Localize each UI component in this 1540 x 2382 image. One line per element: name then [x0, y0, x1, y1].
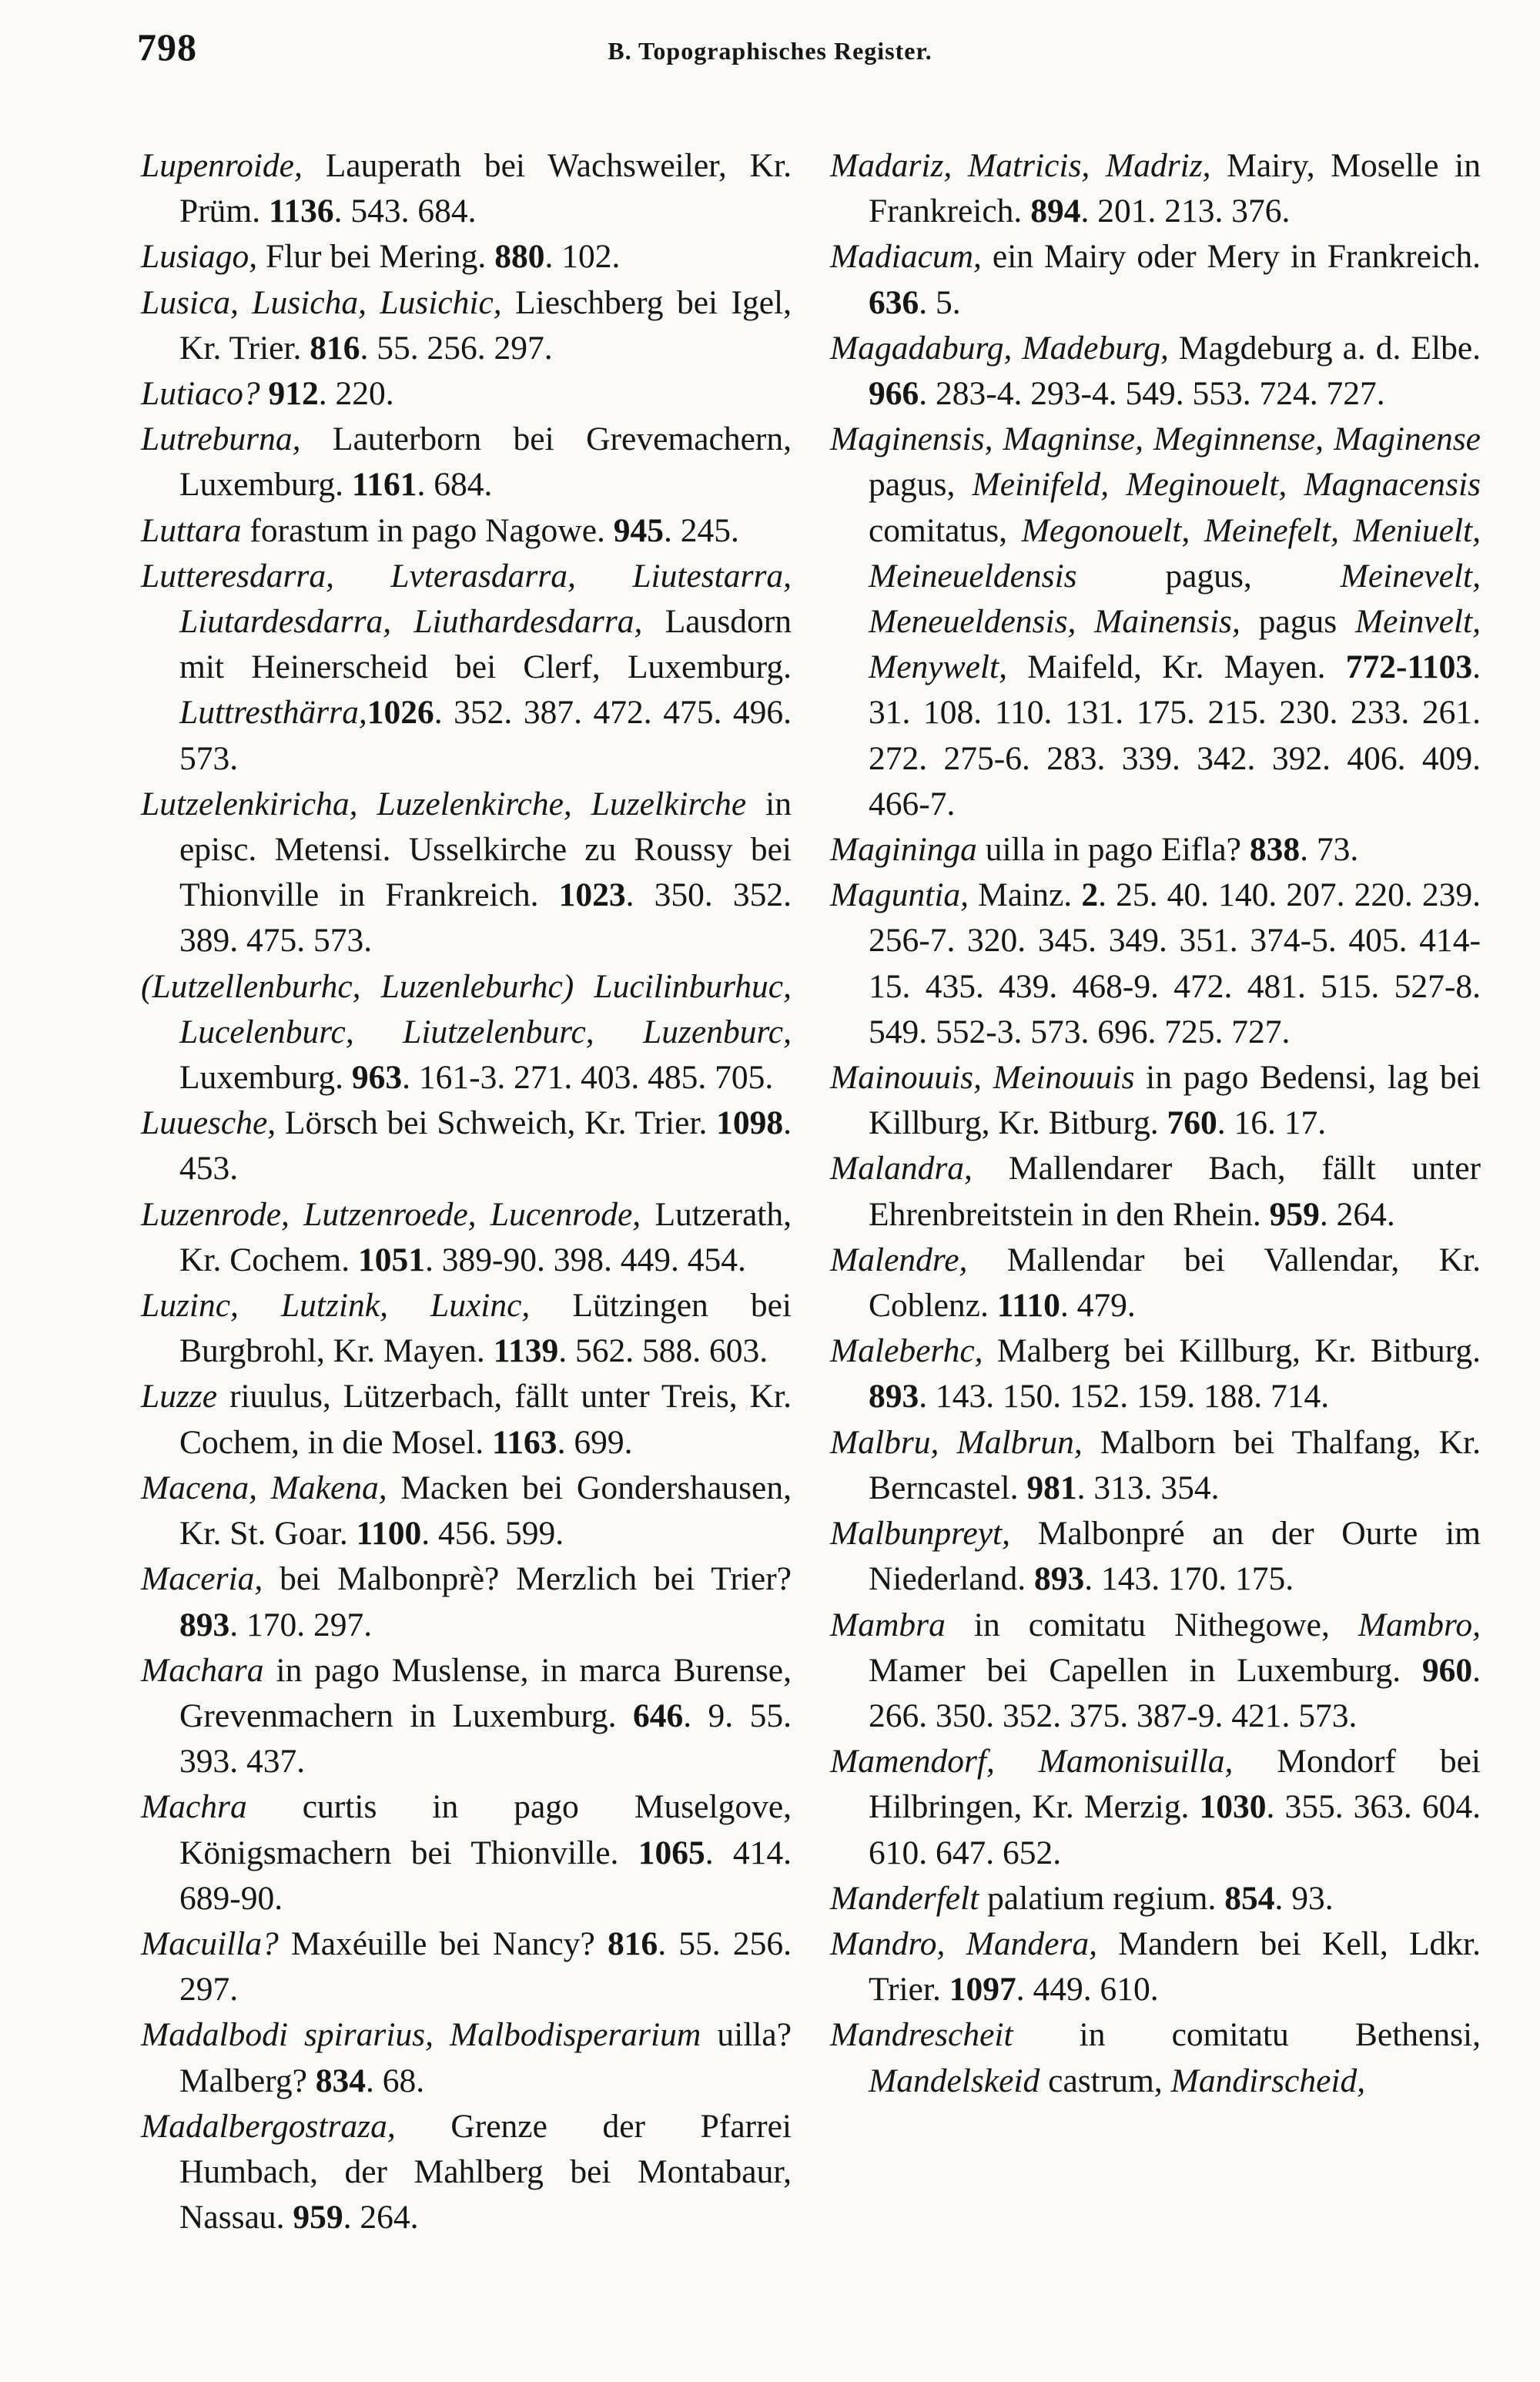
entry-references: . 143. 170. 175.	[1084, 1560, 1294, 1598]
entry-term: Meinifeld, Meginouelt, Magnacensis	[972, 466, 1481, 504]
entry-text: ein Mairy oder Mery in Frankreich.	[981, 238, 1481, 276]
entry-term: Madalbodi spirarius, Malbodisperarium	[141, 2016, 701, 2054]
index-entry	[141, 1101, 792, 1191]
index-entry	[830, 1420, 1481, 1511]
entry-text: forastum in pago Nagowe.	[241, 511, 614, 549]
page-header	[0, 14, 1540, 83]
entry-term: Lutreburna,	[141, 420, 301, 458]
entry-term: Luzenrode, Lutzenroede, Lucenrode,	[141, 1195, 641, 1233]
entry-term: Macuilla?	[141, 1925, 279, 1962]
entry-term: Luttara	[141, 511, 242, 549]
entry-term: Machra	[141, 1788, 247, 1826]
entry-references: . 102.	[544, 238, 621, 276]
entry-main-reference: 1030	[1199, 1788, 1267, 1826]
index-entry	[141, 508, 792, 554]
entry-term: Lusiago,	[141, 238, 258, 276]
entry-text: Mamer bei Capellen in Luxemburg.	[869, 1651, 1422, 1689]
entry-text: castrum,	[1040, 2062, 1171, 2099]
entry-main-reference: 960	[1421, 1651, 1473, 1689]
index-entry	[830, 1876, 1481, 1921]
index-entry	[830, 417, 1481, 827]
entry-term: Maguntia,	[830, 876, 969, 914]
entry-references: . 456. 599.	[421, 1515, 564, 1553]
entry-references: . 479.	[1060, 1287, 1136, 1325]
entry-references: . 161-3. 271. 403. 485. 705.	[402, 1059, 774, 1097]
right-column	[830, 143, 1481, 2104]
entry-references: . 220.	[318, 375, 394, 413]
index-entry	[141, 417, 792, 508]
entry-term: Mandirscheid,	[1170, 2062, 1366, 2099]
index-entry	[141, 280, 792, 371]
index-entry	[830, 326, 1481, 417]
entry-references: . 16. 17.	[1217, 1104, 1327, 1142]
entry-main-reference: 854	[1224, 1879, 1275, 1917]
index-entry	[141, 1374, 792, 1465]
entry-text: Mairy, Moselle in Frankreich.	[869, 147, 1481, 230]
entry-references: . 699.	[557, 1423, 633, 1461]
entry-text: in episc. Metensi. Usselkirche zu Roussy bei Thionville in Frankreich.	[179, 785, 792, 914]
entry-references: . 350. 352. 389. 475. 573.	[179, 876, 792, 960]
entry-main-reference: 1051	[357, 1241, 425, 1278]
entry-term: Manderfelt	[830, 1879, 979, 1917]
entry-term: Lutteresdarra, Lvterasdarra, Liutestarra, Liutardesdarra, Liuthardesdarra,	[141, 557, 792, 641]
entry-term: Mainouuis, Meinouuis	[830, 1059, 1135, 1097]
entry-term: Meinvelt, Menywelt,	[869, 603, 1481, 686]
entry-text: Maxéuille bei Nancy?	[278, 1925, 608, 1962]
entry-text: uilla in pago Eifla?	[976, 831, 1250, 869]
entry-references: . 414. 689-90.	[179, 1834, 792, 1917]
index-entry	[141, 234, 792, 280]
entry-main-reference: 1023	[558, 876, 626, 914]
entry-term: Maceria,	[141, 1560, 263, 1598]
entry-text: curtis in pago Muselgove, Königsmachern bei Thionville.	[179, 1788, 792, 1871]
entry-main-reference: 838	[1249, 831, 1301, 869]
entry-text: in pago Muslense, in marca Burense, Grevenmachern in Luxemburg.	[179, 1651, 792, 1734]
entry-text: Lauperath bei Wachsweiler, Kr. Prüm.	[179, 147, 792, 230]
entry-text: Mainz.	[969, 876, 1082, 914]
entry-references: . 31. 108. 110. 131. 175. 215. 230. 233. 261. 272. 275-6. 283. 339. 342. 392. 406. 409. 466-7.	[869, 648, 1481, 822]
entry-text: Mandern bei Kell, Ldkr. Trier.	[869, 1925, 1481, 2008]
index-entry	[830, 234, 1481, 325]
index-entry	[141, 964, 792, 1101]
entry-term: Luuesche,	[141, 1104, 276, 1142]
entry-main-reference: 2	[1081, 876, 1099, 914]
index-entry	[141, 782, 792, 964]
entry-term: Mandelskeid	[869, 2062, 1040, 2099]
entry-term: (Lutzellenburhc, Luzenleburhc) Lucilinburhuc, Lucelenburc, Liutzelenburc, Luzenburc,	[141, 967, 792, 1050]
entry-text: Lausdorn mit Heinerscheid bei Clerf, Luxemburg.	[179, 603, 792, 686]
entry-main-reference: 1161	[351, 466, 417, 504]
entry-references: . 389-90. 398. 449. 454.	[424, 1241, 746, 1278]
entry-references: . 266. 350. 352. 375. 387-9. 421. 573.	[869, 1651, 1481, 1734]
entry-main-reference: 636	[869, 283, 919, 321]
entry-references: . 170. 297.	[229, 1606, 373, 1643]
entry-references: . 93.	[1274, 1879, 1334, 1917]
entry-main-reference: 1100	[356, 1515, 422, 1553]
entry-term: Maginensis, Magninse, Meginnense, Maginense	[830, 420, 1481, 458]
entry-main-reference: 1163	[491, 1423, 557, 1461]
entry-text: Luxemburg.	[179, 1059, 352, 1097]
entry-text: uilla? Malberg?	[179, 2016, 792, 2099]
index-entry	[141, 371, 792, 417]
index-entry	[830, 827, 1481, 873]
entry-term: Malbru, Malbrun,	[830, 1423, 1083, 1461]
index-entry	[141, 2012, 792, 2103]
entry-text: Mallendarer Bach, fällt unter Ehrenbreitstein in den Rhein.	[869, 1150, 1481, 1233]
entry-term: Lutiaco?	[141, 375, 260, 413]
entry-main-reference: 1098	[716, 1104, 784, 1142]
index-entry	[830, 1238, 1481, 1328]
index-entry	[830, 1146, 1481, 1237]
index-entry	[141, 1192, 792, 1283]
entry-main-reference: 945	[613, 511, 665, 549]
entry-term: Madiacum,	[830, 238, 982, 276]
index-entry	[141, 1556, 792, 1647]
entry-text: in pago Bedensi, lag bei Killburg, Kr. Bitburg.	[869, 1059, 1481, 1142]
index-entry	[141, 1283, 792, 1374]
entry-main-reference: 1097	[949, 1971, 1016, 2008]
entry-main-reference: 834	[315, 2062, 367, 2099]
entry-text	[260, 375, 269, 412]
entry-term: Luzinc, Lutzink, Luxinc,	[141, 1287, 531, 1325]
entry-text: Magdeburg a. d. Elbe.	[1168, 329, 1481, 367]
entry-references: . 264.	[343, 2199, 419, 2236]
entry-references: . 684.	[417, 466, 493, 504]
index-entry	[141, 554, 792, 782]
entry-text: Mondorf bei Hilbringen, Kr. Merzig.	[869, 1743, 1481, 1826]
entry-term: Malbunpreyt,	[830, 1515, 1010, 1553]
entry-term: Madalbergostraza,	[141, 2107, 396, 2145]
entry-text: Lützingen bei Burgbrohl, Kr. Mayen.	[179, 1287, 792, 1370]
entry-text: palatium regium.	[979, 1879, 1225, 1917]
entry-term: Malendre,	[830, 1241, 968, 1278]
entry-main-reference: 1136	[269, 193, 334, 230]
entry-main-reference: 959	[293, 2199, 343, 2236]
entry-references: . 449. 610.	[1016, 1971, 1159, 2008]
entry-main-reference: 760	[1167, 1104, 1217, 1142]
entry-references: . 5.	[919, 283, 961, 321]
entry-main-reference: 981	[1026, 1469, 1077, 1506]
entry-term: Mandro, Mandera,	[830, 1925, 1098, 1962]
page-number: 798	[137, 25, 197, 69]
entry-main-reference: 893	[1034, 1560, 1085, 1598]
entry-text: comitatus,	[869, 511, 1022, 549]
entry-term: Maleberhc,	[830, 1332, 983, 1370]
entry-text: Flur bei Mering.	[257, 238, 495, 276]
entry-main-reference: 1139	[493, 1332, 559, 1370]
entry-text: Lutzerath, Kr. Cochem.	[179, 1195, 792, 1278]
index-entry	[830, 1055, 1481, 1146]
entry-references: . 73.	[1300, 831, 1359, 869]
entry-term: Mambro,	[1358, 1606, 1481, 1643]
running-head: B. Topographisches Register.	[608, 37, 932, 65]
entry-text: riuulus, Lützerbach, fällt unter Treis, Kr. Cochem, in die Mosel.	[179, 1378, 792, 1461]
entry-term: Magadaburg, Madeburg,	[830, 329, 1169, 367]
entry-text: pagus	[1240, 603, 1355, 641]
entry-term: Malandra,	[830, 1150, 973, 1188]
entry-references: . 9. 55. 393. 437.	[179, 1697, 792, 1781]
entry-term: Mamendorf, Mamonisuilla,	[830, 1743, 1234, 1781]
entry-text: pagus,	[869, 466, 973, 504]
entry-references: . 352. 387. 472. 475. 496. 573.	[179, 694, 792, 777]
index-entry	[830, 1921, 1481, 2012]
entry-text: pagus,	[1076, 557, 1341, 595]
entry-text: in comitatu Bethensi,	[1013, 2016, 1481, 2054]
entry-main-reference: 1026	[367, 694, 434, 732]
entry-text: in comitatu Nithegowe,	[945, 1606, 1358, 1643]
entry-references: . 55. 256. 297.	[179, 1925, 792, 2008]
index-entry	[830, 1603, 1481, 1740]
entry-term: Magininga	[830, 831, 977, 869]
entry-term: Meinevelt, Meneueldensis, Mainensis,	[869, 557, 1481, 641]
entry-main-reference: 816	[310, 329, 360, 367]
index-entry	[830, 2012, 1481, 2103]
entry-text: Malbonpré an der Ourte im Niederland.	[869, 1515, 1481, 1598]
index-entry	[830, 1328, 1481, 1419]
index-entry	[830, 1739, 1481, 1876]
entry-references: . 283-4. 293-4. 549. 553. 724. 727.	[919, 375, 1385, 413]
entry-main-reference: 880	[494, 238, 545, 276]
entry-term: Luzze	[141, 1378, 218, 1415]
entry-text: Malborn bei Thalfang, Kr. Berncastel.	[869, 1423, 1481, 1506]
entry-references: . 25. 40. 140. 207. 220. 239. 256-7. 320. 345. 349. 351. 374-5. 405. 414-15. 435. 439. 468-9. 472. 481. 515. 527-8. 549. 552-3. 573. 696. 725. 727.	[869, 876, 1481, 1050]
entry-main-reference: 893	[179, 1606, 230, 1643]
index-entry	[141, 1466, 792, 1556]
index-entry	[141, 2104, 792, 2241]
entry-references: . 245.	[664, 511, 739, 549]
entry-references: . 68.	[366, 2062, 425, 2099]
entry-text: Lauterborn bei Grevemachern, Luxemburg.	[179, 420, 792, 504]
entry-main-reference: 1110	[996, 1287, 1060, 1325]
entry-main-reference: 966	[869, 375, 919, 413]
entry-term: Lusica, Lusicha, Lusichic,	[141, 283, 502, 321]
entry-references: . 313. 354.	[1076, 1469, 1220, 1506]
entry-term: Lutzelenkiricha, Luzelenkirche, Luzelkirche	[141, 785, 747, 822]
entry-term: Mambra	[830, 1606, 946, 1643]
entry-main-reference: 1065	[638, 1834, 705, 1871]
index-entry	[141, 143, 792, 234]
entry-main-reference: 816	[607, 1925, 658, 1962]
entry-text: Lieschberg bei Igel, Kr. Trier.	[179, 283, 792, 367]
index-entry	[141, 1648, 792, 1785]
entry-references: . 264.	[1319, 1195, 1395, 1233]
entry-main-reference: 894	[1030, 193, 1081, 230]
entry-term: Megonouelt, Meinefelt, Meniuelt, Meineueldensis	[869, 511, 1481, 595]
entry-text: bei Malbonprè? Merzlich bei Trier?	[263, 1560, 792, 1598]
entry-main-reference: 893	[869, 1378, 919, 1415]
entry-references: . 143. 150. 152. 159. 188. 714.	[919, 1378, 1330, 1415]
index-entry	[141, 1921, 792, 2012]
entry-main-reference: 959	[1269, 1195, 1320, 1233]
entry-main-reference: 772-1103	[1345, 648, 1473, 686]
entry-text: Lörsch bei Schweich, Kr. Trier.	[276, 1104, 717, 1142]
entry-term: Machara	[141, 1651, 264, 1689]
entry-term: Lupenroide,	[141, 147, 303, 184]
entry-text: Mallendar bei Vallendar, Kr. Coblenz.	[869, 1241, 1481, 1325]
index-entry	[830, 873, 1481, 1055]
entry-main-reference: 963	[351, 1059, 403, 1097]
index-entry	[141, 1784, 792, 1921]
index-entry	[830, 143, 1481, 234]
entry-term: Macena, Makena,	[141, 1469, 387, 1506]
entry-references: . 562. 588. 603.	[558, 1332, 768, 1370]
entry-main-reference: 912	[268, 375, 319, 413]
entry-references: . 355. 363. 604. 610. 647. 652.	[869, 1788, 1481, 1871]
index-entry	[830, 1511, 1481, 1602]
entry-references: . 201. 213. 376.	[1080, 193, 1291, 230]
entry-term: Mandrescheit	[830, 2016, 1013, 2054]
entry-references: . 543. 684.	[333, 193, 477, 230]
entry-term: Madariz, Matricis, Madriz,	[830, 147, 1211, 184]
entry-main-reference: 646	[632, 1697, 684, 1734]
entry-references: . 453.	[179, 1104, 792, 1188]
entry-text: Macken bei Gondershausen, Kr. St. Goar.	[179, 1469, 792, 1553]
entry-text: Malberg bei Killburg, Kr. Bitburg.	[983, 1332, 1481, 1370]
entry-term: Luttresthärra,	[179, 694, 367, 732]
entry-text: Maifeld, Kr. Mayen.	[1006, 648, 1346, 686]
left-column	[141, 143, 792, 2240]
entry-text: Grenze der Pfarrei Humbach, der Mahlberg bei Montabaur, Nassau.	[179, 2107, 792, 2236]
entry-references: . 55. 256. 297.	[360, 329, 553, 367]
